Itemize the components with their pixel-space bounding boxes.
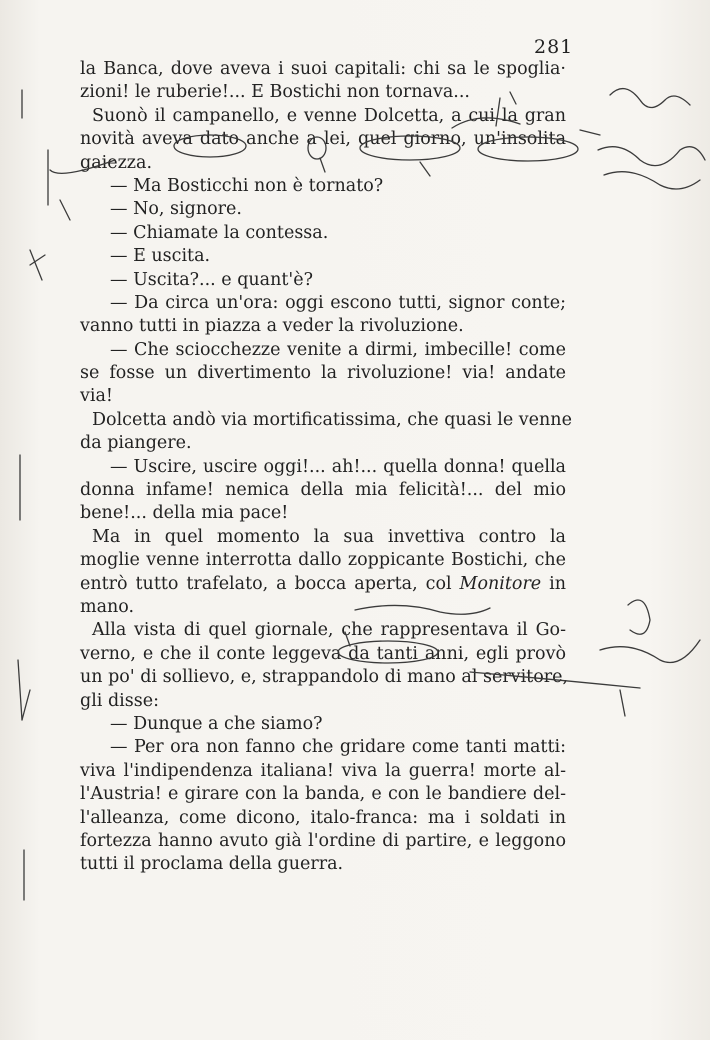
text-line: — Che sciocchezze venite a dirmi, imbecille! come — [110, 339, 566, 360]
page-number: 281 — [534, 36, 574, 58]
text-line-part: entrò tutto trafelato, a bocca aperta, col — [80, 573, 460, 594]
text-line: — E uscita. — [110, 246, 211, 267]
text-line: zioni! le ruberie!... E Bostichi non tornava... — [80, 82, 470, 103]
text-line: fortezza hanno avuto già l'ordine di partire, e leggono — [80, 830, 566, 851]
text-line: da piangere. — [80, 433, 192, 454]
text-line: mano. — [80, 596, 135, 617]
text-line: bene!... della mia pace! — [80, 503, 289, 524]
text-line: novità aveva dato anche a lei, quel giorno, un'insolita — [80, 129, 566, 150]
text-line: Alla vista di quel giornale, che rappresentava il Go- — [92, 620, 566, 641]
text-line: — Ma Bosticchi non è tornato? — [110, 175, 384, 196]
text-line: — Dunque a che siamo? — [110, 713, 323, 734]
body-text — [80, 58, 572, 877]
text-line-part: in — [541, 573, 566, 594]
text-line: l'alleanza, come dicono, italo-franca: ma i soldati in — [80, 807, 566, 828]
text-line: Dolcetta andò via mortificatissima, che quasi le venne — [92, 409, 572, 430]
text-line: viva l'indipendenza italiana! viva la guerra! morte al- — [80, 760, 566, 781]
monitore-italic: Monitore — [459, 573, 542, 594]
text-line: se fosse un divertimento la rivoluzione! via! andate — [80, 363, 566, 384]
text-line: un po' di sollievo, e, strappandolo di mano al servitore, — [80, 667, 569, 688]
text-line: tutti il proclama della guerra. — [80, 854, 344, 875]
text-line: via! — [80, 386, 113, 407]
text-line: — Per ora non fanno che gridare come tanti matti: — [110, 737, 566, 758]
text-line: — Da circa un'ora: oggi escono tutti, signor conte; — [110, 292, 566, 313]
text-line: — Chiamate la contessa. — [110, 222, 329, 243]
text-line: l'Austria! e girare con la banda, e con le bandiere del- — [80, 784, 566, 805]
text-line: — Uscita?... e quant'è? — [110, 269, 313, 290]
text-line: gaiezza. — [80, 152, 153, 173]
text-line: Ma in quel momento la sua invettiva contro la — [92, 526, 566, 547]
text-line: verno, e che il conte leggeva da tanti anni, egli provò — [80, 643, 566, 664]
text-line: Suonò il campanello, e venne Dolcetta, a cui la gran — [92, 105, 566, 126]
text-line: — Uscire, uscire oggi!... ah!... quella donna! quella — [110, 456, 566, 477]
text-line: vanno tutti in piazza a veder la rivoluzione. — [80, 316, 464, 337]
text-line: la Banca, dove aveva i suoi capitali: chi sa le spoglia· — [80, 59, 566, 79]
text-line: donna infame! nemica della mia felicità!... del mio — [80, 480, 566, 501]
text-line: gli disse: — [80, 690, 159, 711]
text-line: moglie venne interrotta dallo zoppicante Bostichi, che — [80, 550, 566, 571]
text-line — [80, 573, 566, 596]
text-line: — No, signore. — [110, 199, 242, 220]
